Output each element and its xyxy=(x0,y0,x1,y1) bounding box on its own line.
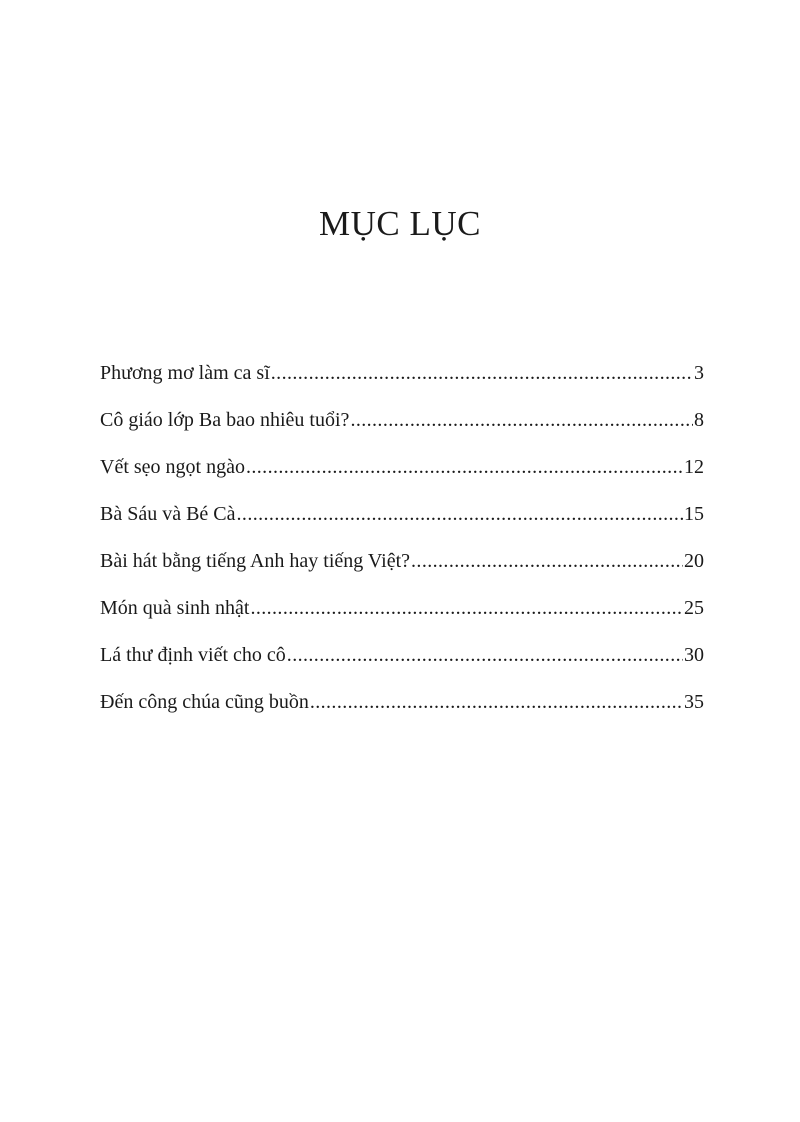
toc-entry xyxy=(100,499,704,546)
toc-entry-page: 35 xyxy=(684,691,704,713)
toc-entry-title: Cô giáo lớp Ba bao nhiêu tuổi? xyxy=(100,409,350,431)
toc-entry-page: 30 xyxy=(684,644,704,666)
toc-entry-page: 15 xyxy=(684,503,704,525)
toc-entry-title: Bà Sáu và Bé Cà xyxy=(100,503,236,525)
dot-leader xyxy=(250,593,683,623)
dot-leader xyxy=(237,499,683,529)
dot-leader xyxy=(310,687,683,717)
toc-entry-page: 20 xyxy=(684,550,704,572)
toc-entry-title: Lá thư định viết cho cô xyxy=(100,644,286,666)
dot-leader xyxy=(287,640,683,670)
toc-entry-title: Món quà sinh nhật xyxy=(100,597,250,619)
toc-list xyxy=(100,358,704,734)
toc-entry-title: Vết sẹo ngọt ngào xyxy=(100,456,245,478)
toc-entry-title: Bài hát bằng tiếng Anh hay tiếng Việt? xyxy=(100,550,411,572)
dot-leader xyxy=(271,358,693,388)
toc-heading: MỤC LỤC xyxy=(319,204,481,243)
toc-entry-page: 12 xyxy=(684,456,704,478)
dot-leader xyxy=(350,405,693,435)
dot-leader xyxy=(246,452,683,482)
toc-entry-page: 3 xyxy=(694,362,704,384)
toc-entry xyxy=(100,593,704,640)
toc-entry xyxy=(100,452,704,499)
toc-entry xyxy=(100,687,704,734)
toc-entry-title: Đến công chúa cũng buồn xyxy=(100,691,309,713)
toc-entry xyxy=(100,640,704,687)
toc-entry xyxy=(100,405,704,452)
dot-leader xyxy=(411,546,683,576)
toc-entry xyxy=(100,546,704,593)
toc-entry xyxy=(100,358,704,405)
toc-entry-page: 8 xyxy=(694,409,704,431)
toc-entry-title: Phương mơ làm ca sĩ xyxy=(100,362,270,384)
toc-entry-page: 25 xyxy=(684,597,704,619)
